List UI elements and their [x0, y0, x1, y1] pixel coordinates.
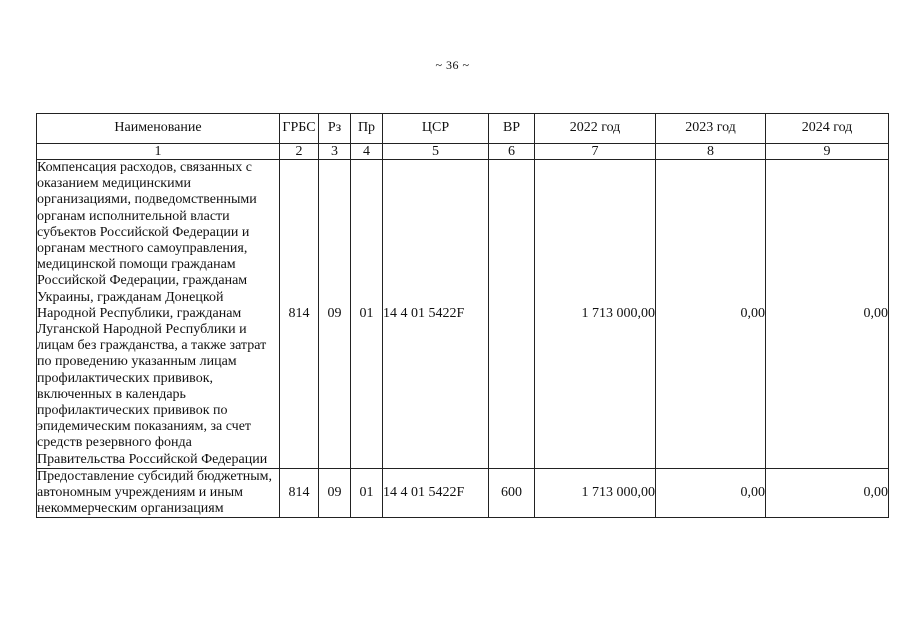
row-name: Предоставление субсидий бюджетным, автономным учреждениям и иным некоммерческим организациям [37, 468, 280, 518]
header-csr: ЦСР [383, 114, 489, 144]
column-number: 5 [383, 144, 489, 160]
row-amount-2022: 1 713 000,00 [535, 160, 656, 469]
column-number-row [37, 144, 889, 160]
column-number: 9 [766, 144, 889, 160]
column-number: 6 [489, 144, 535, 160]
row-amount-2023: 0,00 [656, 160, 766, 469]
header-2024: 2024 год [766, 114, 889, 144]
column-number: 1 [37, 144, 280, 160]
header-rz: Рз [319, 114, 351, 144]
row-rz: 09 [319, 160, 351, 469]
column-number: 8 [656, 144, 766, 160]
row-pr: 01 [351, 468, 383, 518]
row-name: Компенсация расходов, связанных с оказанием медицинскими организациями, подведомственными органам исполнительной власти субъектов Российской Федерации и органам местного самоуправления, медицинской помощи гражданам Российской Федерации, гражданам Украины, гражданам Донецкой Народной Республики, гражданам Луганской Народной Республики и лицам без гражданства, а также затрат по проведению указанным лицам профилактических прививок, включенных в календарь профилактических прививок по эпидемическим показаниям, за счет средств резервного фонда Правительства Российской Федерации [37, 160, 280, 469]
header-vr: ВР [489, 114, 535, 144]
column-number: 4 [351, 144, 383, 160]
row-amount-2023: 0,00 [656, 468, 766, 518]
row-pr: 01 [351, 160, 383, 469]
row-grbs: 814 [280, 160, 319, 469]
budget-table [36, 113, 889, 518]
header-2022: 2022 год [535, 114, 656, 144]
table-row [37, 160, 889, 469]
row-grbs: 814 [280, 468, 319, 518]
row-vr: 600 [489, 468, 535, 518]
column-number: 2 [280, 144, 319, 160]
header-pr: Пр [351, 114, 383, 144]
header-2023: 2023 год [656, 114, 766, 144]
row-csr: 14 4 01 5422F [383, 160, 489, 469]
table-row [37, 468, 889, 518]
header-name: Наименование [37, 114, 280, 144]
row-vr [489, 160, 535, 469]
row-csr: 14 4 01 5422F [383, 468, 489, 518]
row-amount-2024: 0,00 [766, 160, 889, 469]
column-number: 7 [535, 144, 656, 160]
page-number: ~ 36 ~ [435, 58, 470, 72]
column-number: 3 [319, 144, 351, 160]
row-rz: 09 [319, 468, 351, 518]
header-grbs: ГРБС [280, 114, 319, 144]
row-amount-2022: 1 713 000,00 [535, 468, 656, 518]
row-amount-2024: 0,00 [766, 468, 889, 518]
header-row [37, 114, 889, 144]
